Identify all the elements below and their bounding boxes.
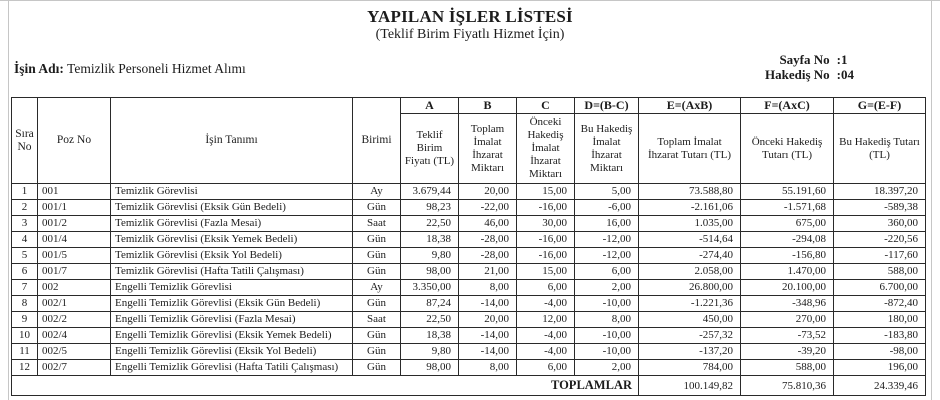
- cell-a: 98,00: [401, 360, 459, 376]
- cell-f: 675,00: [741, 216, 834, 232]
- cell-poz: 002/1: [38, 296, 111, 312]
- cell-tanim: Temizlik Görevlisi (Fazla Mesai): [111, 216, 353, 232]
- cell-e: 1.035,00: [639, 216, 741, 232]
- col-letter-c: C: [517, 98, 575, 114]
- col-desc-b: Toplam İmalat İhzarat Miktarı: [459, 114, 517, 184]
- cell-a: 3.679,44: [401, 184, 459, 200]
- table-footer: [12, 376, 926, 396]
- cell-poz: 001/7: [38, 264, 111, 280]
- col-header-isin-tanimi: İşin Tanımı: [111, 98, 353, 184]
- cell-d: -12,00: [575, 232, 639, 248]
- cell-poz: 002/2: [38, 312, 111, 328]
- col-header-sira-no: Sıra No: [12, 98, 38, 184]
- cell-tanim: Engelli Temizlik Görevlisi (Fazla Mesai): [111, 312, 353, 328]
- cell-poz: 001/5: [38, 248, 111, 264]
- cell-b: 20,00: [459, 184, 517, 200]
- cell-poz: 001/1: [38, 200, 111, 216]
- cell-sira: 12: [12, 360, 38, 376]
- cell-b: 20,00: [459, 312, 517, 328]
- cell-tanim: Temizlik Görevlisi: [111, 184, 353, 200]
- cell-b: -14,00: [459, 328, 517, 344]
- cell-sira: 11: [12, 344, 38, 360]
- cell-c: -16,00: [517, 248, 575, 264]
- col-header-birimi: Birimi: [353, 98, 401, 184]
- page-meta: [765, 52, 854, 82]
- cell-b: -28,00: [459, 232, 517, 248]
- cell-poz: 001/2: [38, 216, 111, 232]
- cell-poz: 002/7: [38, 360, 111, 376]
- cell-c: 30,00: [517, 216, 575, 232]
- cell-sira: 7: [12, 280, 38, 296]
- cell-sira: 10: [12, 328, 38, 344]
- cell-c: -4,00: [517, 344, 575, 360]
- cell-tanim: Temizlik Görevlisi (Eksik Yemek Bedeli): [111, 232, 353, 248]
- cell-g: 196,00: [834, 360, 926, 376]
- cell-birim: Gün: [353, 344, 401, 360]
- table-row: [12, 344, 926, 360]
- cell-g: -183,80: [834, 328, 926, 344]
- page-no-value: :1: [836, 52, 848, 67]
- cell-b: -28,00: [459, 248, 517, 264]
- cell-f: -348,96: [741, 296, 834, 312]
- cell-tanim: Engelli Temizlik Görevlisi (Eksik Gün Bedeli): [111, 296, 353, 312]
- hakedis-no-label: Hakediş No: [765, 67, 830, 82]
- table-header: [12, 98, 926, 184]
- cell-e: 450,00: [639, 312, 741, 328]
- cell-g: 180,00: [834, 312, 926, 328]
- cell-birim: Gün: [353, 328, 401, 344]
- table-row: [12, 216, 926, 232]
- cell-d: -6,00: [575, 200, 639, 216]
- cell-d: 6,00: [575, 264, 639, 280]
- cell-birim: Gün: [353, 296, 401, 312]
- cell-g: -220,56: [834, 232, 926, 248]
- cell-poz: 001/4: [38, 232, 111, 248]
- cell-g: -872,40: [834, 296, 926, 312]
- page-subtitle: (Teklif Birim Fiyatlı Hizmet İçin): [375, 27, 565, 42]
- cell-sira: 3: [12, 216, 38, 232]
- col-desc-a: Teklif Birim Fiyatı (TL): [401, 114, 459, 184]
- col-letter-a: A: [401, 98, 459, 114]
- hakedis-no-value: :04: [836, 67, 854, 82]
- cell-tanim: Engelli Temizlik Görevlisi (Hafta Tatili Çalışması): [111, 360, 353, 376]
- page-frame-top: [0, 0, 940, 1]
- cell-b: 21,00: [459, 264, 517, 280]
- cell-a: 22,50: [401, 216, 459, 232]
- cell-g: -589,38: [834, 200, 926, 216]
- cell-sira: 1: [12, 184, 38, 200]
- job-name-line: [14, 61, 246, 77]
- cell-d: -10,00: [575, 344, 639, 360]
- cell-f: -294,08: [741, 232, 834, 248]
- cell-poz: 002: [38, 280, 111, 296]
- cell-e: -514,64: [639, 232, 741, 248]
- table-row: [12, 312, 926, 328]
- cell-d: -10,00: [575, 328, 639, 344]
- cell-a: 22,50: [401, 312, 459, 328]
- cell-birim: Saat: [353, 216, 401, 232]
- cell-d: -12,00: [575, 248, 639, 264]
- cell-d: 2,00: [575, 280, 639, 296]
- cell-e: 784,00: [639, 360, 741, 376]
- cell-e: 73.588,80: [639, 184, 741, 200]
- cell-sira: 2: [12, 200, 38, 216]
- table-row: [12, 200, 926, 216]
- cell-f: -39,20: [741, 344, 834, 360]
- cell-e: -1.221,36: [639, 296, 741, 312]
- totals-g: 24.339,46: [834, 376, 926, 396]
- cell-e: -274,40: [639, 248, 741, 264]
- cell-tanim: Temizlik Görevlisi (Eksik Gün Bedeli): [111, 200, 353, 216]
- totals-row: [12, 376, 926, 396]
- cell-b: -14,00: [459, 344, 517, 360]
- cell-c: 15,00: [517, 264, 575, 280]
- cell-a: 87,24: [401, 296, 459, 312]
- cell-sira: 4: [12, 232, 38, 248]
- cell-e: 2.058,00: [639, 264, 741, 280]
- cell-f: -1.571,68: [741, 200, 834, 216]
- cell-c: -4,00: [517, 296, 575, 312]
- cell-d: -10,00: [575, 296, 639, 312]
- cell-poz: 002/4: [38, 328, 111, 344]
- cell-d: 5,00: [575, 184, 639, 200]
- cell-g: -117,60: [834, 248, 926, 264]
- col-header-poz-no: Poz No: [38, 98, 111, 184]
- cell-sira: 9: [12, 312, 38, 328]
- col-desc-g: Bu Hakediş Tutarı (TL): [834, 114, 926, 184]
- totals-f: 75.810,36: [741, 376, 834, 396]
- cell-b: -14,00: [459, 296, 517, 312]
- cell-birim: Gün: [353, 248, 401, 264]
- totals-e: 100.149,82: [639, 376, 741, 396]
- cell-poz: 002/5: [38, 344, 111, 360]
- totals-label: TOPLAMLAR: [12, 376, 639, 396]
- cell-c: -16,00: [517, 232, 575, 248]
- table-row: [12, 184, 926, 200]
- page-frame-right: [931, 0, 932, 400]
- cell-birim: Saat: [353, 312, 401, 328]
- cell-tanim: Engelli Temizlik Görevlisi (Eksik Yemek Bedeli): [111, 328, 353, 344]
- cell-f: -73,52: [741, 328, 834, 344]
- col-letter-f: F=(AxC): [741, 98, 834, 114]
- cell-g: 18.397,20: [834, 184, 926, 200]
- cell-f: 270,00: [741, 312, 834, 328]
- cell-a: 98,23: [401, 200, 459, 216]
- cell-a: 9,80: [401, 344, 459, 360]
- col-desc-f: Önceki Hakediş Tutarı (TL): [741, 114, 834, 184]
- cell-a: 9,80: [401, 248, 459, 264]
- cell-sira: 5: [12, 248, 38, 264]
- cell-birim: Gün: [353, 264, 401, 280]
- cell-b: 8,00: [459, 280, 517, 296]
- cell-birim: Ay: [353, 280, 401, 296]
- cell-sira: 8: [12, 296, 38, 312]
- cell-e: -257,32: [639, 328, 741, 344]
- cell-f: 1.470,00: [741, 264, 834, 280]
- cell-a: 18,38: [401, 328, 459, 344]
- works-table: [11, 97, 926, 396]
- cell-birim: Ay: [353, 184, 401, 200]
- col-letter-b: B: [459, 98, 517, 114]
- col-letter-d: D=(B-C): [575, 98, 639, 114]
- cell-c: 6,00: [517, 280, 575, 296]
- cell-f: -156,80: [741, 248, 834, 264]
- cell-g: -98,00: [834, 344, 926, 360]
- cell-a: 98,00: [401, 264, 459, 280]
- cell-c: 12,00: [517, 312, 575, 328]
- col-desc-d: Bu Hakediş İmalat İhzarat Miktarı: [575, 114, 639, 184]
- table-row: [12, 264, 926, 280]
- cell-b: -22,00: [459, 200, 517, 216]
- cell-tanim: Engelli Temizlik Görevlisi: [111, 280, 353, 296]
- cell-c: 6,00: [517, 360, 575, 376]
- cell-birim: Gün: [353, 200, 401, 216]
- cell-e: 26.800,00: [639, 280, 741, 296]
- cell-d: 2,00: [575, 360, 639, 376]
- col-letter-g: G=(E-F): [834, 98, 926, 114]
- cell-g: 588,00: [834, 264, 926, 280]
- header-letters-row: [12, 98, 926, 114]
- cell-b: 8,00: [459, 360, 517, 376]
- table-row: [12, 328, 926, 344]
- cell-f: 588,00: [741, 360, 834, 376]
- cell-c: 15,00: [517, 184, 575, 200]
- cell-birim: Gün: [353, 232, 401, 248]
- cell-sira: 6: [12, 264, 38, 280]
- cell-poz: 001: [38, 184, 111, 200]
- cell-f: 20.100,00: [741, 280, 834, 296]
- page-title: YAPILAN İŞLER LİSTESİ: [367, 7, 573, 26]
- cell-b: 46,00: [459, 216, 517, 232]
- cell-tanim: Temizlik Görevlisi (Eksik Yol Bedeli): [111, 248, 353, 264]
- table-row: [12, 296, 926, 312]
- cell-e: -137,20: [639, 344, 741, 360]
- page-no-label: Sayfa No: [779, 52, 830, 67]
- table-row: [12, 232, 926, 248]
- cell-tanim: Engelli Temizlik Görevlisi (Eksik Yol Bedeli): [111, 344, 353, 360]
- cell-c: -16,00: [517, 200, 575, 216]
- cell-birim: Gün: [353, 360, 401, 376]
- page-frame-left: [8, 0, 9, 400]
- cell-a: 3.350,00: [401, 280, 459, 296]
- cell-e: -2.161,06: [639, 200, 741, 216]
- cell-c: -4,00: [517, 328, 575, 344]
- cell-d: 8,00: [575, 312, 639, 328]
- cell-tanim: Temizlik Görevlisi (Hafta Tatili Çalışması): [111, 264, 353, 280]
- col-letter-e: E=(AxB): [639, 98, 741, 114]
- col-desc-c: Önceki Hakediş İmalat İhzarat Miktarı: [517, 114, 575, 184]
- cell-g: 6.700,00: [834, 280, 926, 296]
- job-name-label: İşin Adı:: [14, 61, 64, 76]
- table-body: [12, 184, 926, 376]
- cell-a: 18,38: [401, 232, 459, 248]
- col-desc-e: Toplam İmalat İhzarat Tutarı (TL): [639, 114, 741, 184]
- cell-g: 360,00: [834, 216, 926, 232]
- job-name-value: Temizlik Personeli Hizmet Alımı: [67, 61, 246, 76]
- table-row: [12, 280, 926, 296]
- cell-f: 55.191,60: [741, 184, 834, 200]
- table-row: [12, 360, 926, 376]
- table-row: [12, 248, 926, 264]
- cell-d: 16,00: [575, 216, 639, 232]
